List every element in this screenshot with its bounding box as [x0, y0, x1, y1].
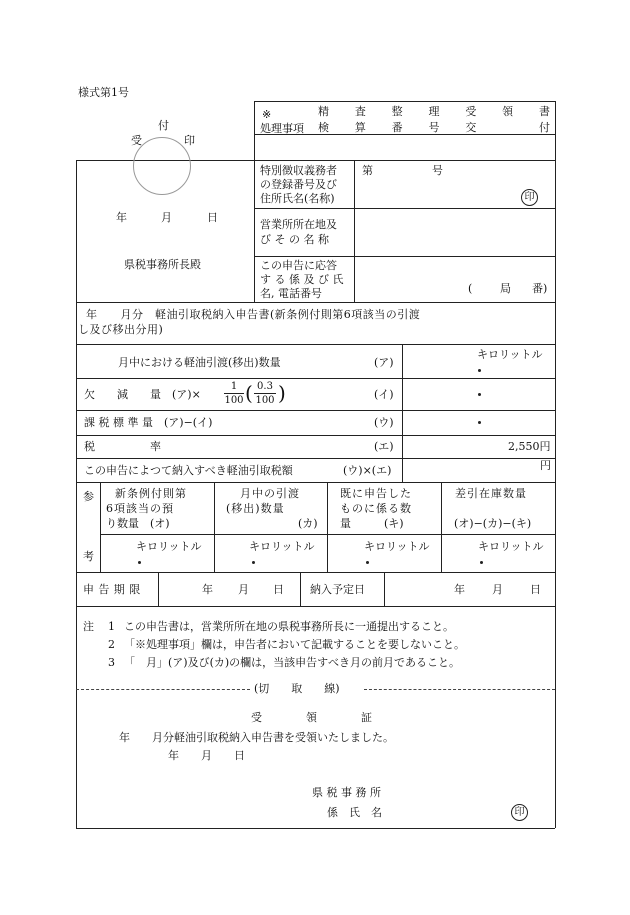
cut-line-label: (切 取 線) [254, 682, 340, 695]
ref-col4-line1: 差引在庫数量 [455, 487, 527, 500]
cut-line-right [364, 689, 555, 690]
ref-col3-unit: キロリットル [364, 540, 430, 553]
ref-col4-unit: キロリットル [478, 540, 544, 553]
row3-decimal-dot [478, 421, 481, 424]
ref-col1-dot [138, 561, 141, 564]
title-top [76, 302, 555, 303]
row2-code: (イ) [374, 388, 394, 401]
addressee: 県税事務所長殿 [124, 258, 201, 271]
row5-unit: 円 [540, 459, 551, 472]
deadline-div-3 [384, 572, 385, 606]
note3-num: 3 [108, 656, 115, 669]
ref-col4-line3: (オ)−(カ)−(キ) [454, 517, 532, 530]
row5-bottom [76, 482, 555, 483]
reception-uke: 受 [131, 134, 142, 147]
ref-col3-line1: 既に申告した [340, 487, 412, 500]
ref-left-divider [100, 482, 101, 572]
receipt-body: 年 月分軽油引取税納入申告書を受領いたしました。 [119, 731, 394, 744]
date-year: 年 [116, 211, 127, 224]
ref-col2-line2: (移出)数量 [226, 502, 285, 515]
deadline-label: 申告期限 [83, 583, 145, 596]
cut-line-left [76, 689, 250, 690]
ref-col3-dot [366, 561, 369, 564]
row5-formula: (ウ)×(エ) [343, 464, 392, 477]
ref-col1-unit: キロリットル [136, 540, 202, 553]
registrant-label-2: の登録番号及び [260, 178, 337, 191]
deadline-bottom [76, 606, 555, 607]
responder-label-2: す る 係 及 び 氏 [260, 273, 344, 286]
receipt-title: 受 領 証 [251, 711, 372, 724]
ref-col4-dot [480, 561, 483, 564]
title-bottom [76, 344, 555, 345]
ref-col1-line1: 新条例付則第 [115, 487, 187, 500]
ref-col1-line3: り数量 (オ) [106, 517, 170, 530]
header-col: 整 番 [391, 105, 403, 134]
ref-left-bottom: 考 [83, 550, 94, 563]
payment-month: 月 [492, 583, 503, 596]
registrant-go: 号 [432, 164, 443, 177]
phone-kyoku: 局 [500, 282, 511, 295]
title-line-1: 年 月分 軽油引取税納入申告書(新条例付則第6項該当の引渡 [86, 308, 421, 321]
deadline-day: 日 [273, 583, 284, 596]
office-label-1: 営業所所在地及 [260, 218, 337, 231]
ref-col-divider-3 [441, 482, 442, 572]
header-cols [318, 103, 550, 133]
header-col: 理 号 [428, 105, 440, 134]
row3-bottom [76, 435, 555, 436]
receipt-office: 県 税 事 務 所 [312, 786, 381, 799]
frame-left [76, 160, 77, 828]
deadline-div-1 [158, 572, 159, 606]
note3-text: 「 月」(ア)及び(カ)の欄は，当該申告すべき月の前月であること。 [124, 656, 460, 669]
registrant-dai: 第 [362, 164, 373, 177]
reception-stamp-circle [133, 137, 191, 195]
notes-prefix: 注 [83, 620, 94, 633]
deadline-div-2 [300, 572, 301, 606]
row2-decimal-dot [478, 393, 481, 396]
row3-code: (ウ) [374, 416, 394, 429]
row2-brace-fraction: 0.3 100 [255, 381, 275, 406]
deadline-month: 月 [238, 583, 249, 596]
responder-label-3: 名, 電話番号 [260, 287, 322, 300]
office-label-2: び そ の 名 称 [260, 233, 329, 246]
processing-label: 処理事項 [260, 122, 304, 135]
ref-col2-dot [252, 561, 255, 564]
row2-brace-close: ) [278, 381, 286, 405]
receipt-seal: 印 [511, 804, 528, 821]
reception-tsuki: 付 [158, 119, 169, 132]
registrant-label-3: 住所氏名(名称) [260, 192, 335, 205]
asterisk-mark: ※ [262, 108, 272, 121]
ref-mid [100, 534, 555, 535]
ref-col3-line2: ものに係る数 [340, 502, 412, 515]
row3-label: 課 税 標 準 量 (ア)−(イ) [84, 416, 213, 429]
payment-label: 納入予定日 [310, 583, 365, 596]
receipt-staff: 係 氏 名 [327, 806, 382, 819]
frame-mid-top [254, 101, 255, 302]
date-day: 日 [207, 211, 218, 224]
header-col: 書 付 [538, 105, 550, 134]
frame-top-right [254, 101, 555, 102]
header-col: 領 [502, 105, 514, 118]
deadline-year: 年 [202, 583, 213, 596]
ref-col2-line3: (カ) [298, 517, 318, 530]
registrant-divider [354, 160, 355, 302]
header-col: 査 算 [354, 105, 366, 134]
date-month: 月 [161, 211, 172, 224]
ref-col3-line3: 量 (キ) [340, 517, 404, 530]
row2-label: 欠 減 量 (ア)× [84, 388, 201, 401]
ref-left-top: 参 [83, 490, 94, 503]
note2-text: 「※処理事項」欄は，申告者において記載することを要しないこと。 [124, 638, 465, 651]
row1-bottom [76, 378, 555, 379]
responder-label-1: この申告に応答 [260, 259, 337, 272]
form-number: 様式第1号 [78, 86, 129, 99]
row4-bottom [76, 458, 555, 459]
payment-year: 年 [454, 583, 465, 596]
header-col: 受 交 [465, 105, 477, 134]
row4-value: 2,550円 [508, 440, 551, 453]
ref-col2-line1: 月中の引渡 [240, 487, 300, 500]
row4-code: (エ) [374, 440, 394, 453]
ref-bottom [76, 572, 555, 573]
ref-col-divider-1 [214, 482, 215, 572]
reception-in: 印 [184, 134, 195, 147]
row4-label: 税 率 [84, 440, 161, 453]
ref-col1-line2: 6項該当の預 [106, 502, 174, 515]
receipt-date: 年 月 日 [168, 749, 245, 762]
header-col: 精 検 [318, 105, 329, 134]
title-line-2: し及び移出分用) [78, 323, 164, 336]
phone-ban: 番) [532, 282, 548, 295]
ref-col-divider-2 [327, 482, 328, 572]
registrant-bottom [254, 208, 555, 209]
phone-open: ( [468, 282, 473, 295]
office-bottom [254, 256, 555, 257]
payment-day: 日 [530, 583, 541, 596]
note1-text: この申告書は，営業所所在地の県税事務所長に一通提出すること。 [124, 620, 454, 633]
row2-bottom [76, 410, 555, 411]
calc-divider [402, 344, 403, 482]
frame-bottom [76, 828, 555, 829]
row2-fraction: 1 100 [224, 381, 244, 406]
row1-unit: キロリットル [477, 348, 543, 361]
row1-decimal-dot [478, 369, 481, 372]
frame-right [555, 101, 556, 828]
note2-num: 2 [108, 638, 115, 651]
row1-label: 月中における軽油引渡(移出)数量 [118, 356, 281, 369]
row2-brace-open: ( [245, 381, 253, 405]
ref-col2-unit: キロリットル [249, 540, 315, 553]
registrant-label-1: 特別徴収義務者 [260, 164, 337, 177]
row5-label: この申告によつて納入すべき軽油引取税額 [84, 464, 293, 477]
note1-num: 1 [108, 620, 115, 633]
registrant-seal: 印 [521, 189, 538, 206]
row1-code: (ア) [374, 356, 394, 369]
